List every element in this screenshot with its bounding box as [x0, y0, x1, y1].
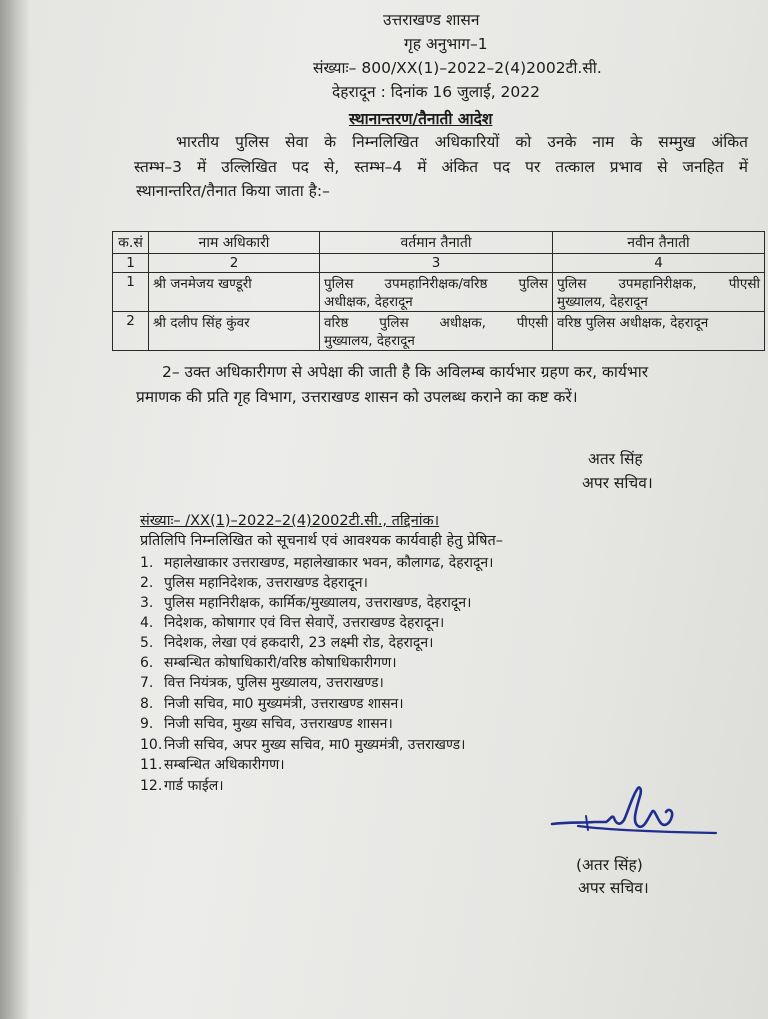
list-item: [140, 553, 494, 572]
list-item-text: महालेखाकार उत्तराखण्ड, महालेखाकार भवन, कौलागढ, देहरादून।: [164, 555, 494, 571]
current-posting-line: पुलिस उपमहानिरीक्षक/वरिष्ठ पुलिस: [324, 276, 548, 292]
list-item: [140, 573, 368, 592]
paragraph-line: प्रमाणक की प्रति गृह विभाग, उत्तराखण्ड शासन को उपलब्ध कराने का कष्ट करें।: [136, 388, 578, 406]
list-item-text: पुलिस महानिरीक्षक, कार्मिक/मुख्यालय, उत्तराखण्ड, देहरादून।: [164, 595, 472, 611]
list-item-number: 2.: [140, 575, 154, 591]
column-number-row: [113, 254, 765, 273]
current-posting-line: वरिष्ठ पुलिस अधीक्षक, पीएसी: [324, 315, 548, 331]
list-item-text: निदेशक, कोषागार एवं वित्त सेवाऐं, उत्तराखण्ड देहरादून।: [164, 615, 445, 631]
header-new-posting: नवीन तैनाती: [553, 232, 765, 254]
list-item-text: सम्बन्धित कोषाधिकारी/वरिष्ठ कोषाधिकारीगण।: [164, 655, 397, 671]
distribution-reference: संख्याः– /XX(1)–2022–2(4)2002टी.सी., तद्दिनांक।: [140, 513, 440, 529]
order-date: देहरादून : दिनांक 16 जुलाई, 2022: [332, 83, 541, 101]
distribution-block: [140, 511, 503, 551]
list-item-text: निजी सचिव, अपर मुख्य सचिव, मा0 मुख्यमंत्री, उत्तराखण्ड।: [164, 737, 466, 753]
paragraph-line: 2– उक्त अधिकारीगण से अपेक्षा की जाती है कि अविलम्ब कार्यभार ग्रहण कर, कार्यभार: [162, 363, 649, 381]
list-item-text: निजी सचिव, मा0 मुख्यमंत्री, उत्तराखण्ड शासन।: [164, 696, 404, 712]
current-posting: [320, 312, 553, 351]
header-sno: क.सं: [113, 232, 149, 254]
list-item-number: 4.: [140, 615, 154, 631]
paragraph-line: भारतीय पुलिस सेवा के निम्नलिखित अधिकारियों को उनके नाम के सम्मुख अंकित: [176, 133, 748, 151]
col-number: 4: [553, 254, 765, 273]
list-item: [140, 673, 384, 692]
list-item-number: 8.: [140, 696, 154, 712]
header-current-posting: वर्तमान तैनाती: [320, 232, 553, 254]
new-posting: [553, 312, 765, 351]
row-sno: 2: [113, 312, 149, 351]
officer-name: श्री जनमेजय खण्डूरी: [149, 273, 320, 312]
list-item: [140, 714, 393, 733]
signatory-name-bracketed: (अतर सिंह): [576, 856, 643, 874]
list-item-number: 5.: [140, 635, 154, 651]
new-posting-line: पुलिस उपमहानिरीक्षक, पीएसी: [557, 276, 760, 292]
list-item-number: 1.: [140, 555, 154, 571]
list-item: [140, 776, 224, 795]
list-item-number: 9.: [140, 716, 154, 732]
distribution-intro: प्रतिलिपि निम्नलिखित को सूचनार्थ एवं आवश्यक कार्यवाही हेतु प्रेषित–: [140, 533, 504, 549]
list-item: [140, 593, 471, 612]
list-item-number: 3.: [140, 595, 154, 611]
current-posting-line: अधीक्षक, देहरादून: [324, 294, 413, 310]
col-number: 2: [149, 254, 320, 273]
list-item-number: 12.: [140, 778, 163, 794]
current-posting: [320, 273, 553, 312]
list-item-number: 7.: [140, 675, 154, 691]
instruction-paragraph: [136, 360, 740, 410]
table-row: [113, 312, 765, 351]
list-item: [140, 653, 397, 672]
page-shadow: [0, 0, 30, 1019]
signatory-designation: अपर सचिव।: [582, 474, 653, 492]
list-item-number: 10.: [140, 737, 163, 753]
list-item: [140, 633, 433, 652]
new-posting-line: मुख्यालय, देहरादून: [557, 294, 648, 310]
col-number: 1: [113, 254, 149, 273]
list-item: [140, 613, 444, 632]
signatory-designation-2: अपर सचिव।: [578, 879, 649, 897]
signatory-name: अतर सिंह: [588, 450, 643, 468]
officer-name: श्री दलीप सिंह कुंवर: [149, 312, 320, 351]
handwritten-signature: [548, 782, 728, 852]
table-row: [113, 273, 765, 312]
paragraph-line: स्तम्भ–3 में उल्लिखित पद से, स्तम्भ–4 में अंकित पद पर तत्काल प्रभाव से जनहित में: [134, 157, 748, 176]
list-item: [140, 694, 404, 713]
list-item-text: गार्ड फाईल।: [164, 778, 224, 794]
list-item-number: 6.: [140, 655, 154, 671]
transfer-table: [112, 231, 765, 351]
new-posting-line: वरिष्ठ पुलिस अधीक्षक, देहरादून: [557, 315, 709, 331]
section-heading: गृह अनुभाग–1: [404, 35, 488, 53]
list-item: [140, 755, 285, 774]
col-number: 3: [320, 254, 553, 273]
list-item: [140, 735, 465, 754]
list-item-text: निदेशक, लेखा एवं हकदारी, 23 लक्ष्मी रोड, देहरादून।: [164, 635, 434, 651]
order-paragraph: [136, 130, 748, 204]
list-item-text: वित्त नियंत्रक, पुलिस मुख्यालय, उत्तराखण्ड।: [164, 675, 384, 691]
reference-number: संख्याः– 800/XX(1)–2022–2(4)2002टी.सी.: [313, 59, 602, 77]
list-item-number: 11.: [140, 757, 163, 773]
list-item-text: निजी सचिव, मुख्य सचिव, उत्तराखण्ड शासन।: [164, 716, 393, 732]
table-header-row: [113, 232, 765, 254]
new-posting: [553, 273, 765, 312]
header-name: नाम अधिकारी: [149, 232, 320, 254]
current-posting-line: मुख्यालय, देहरादून: [324, 333, 415, 349]
order-title: स्थानान्तरण/तैनाती आदेश: [349, 110, 493, 128]
row-sno: 1: [113, 273, 149, 312]
list-item-text: सम्बन्धित अधिकारीगण।: [164, 757, 285, 773]
list-item-text: पुलिस महानिदेशक, उत्तराखण्ड देहरादून।: [164, 575, 368, 591]
govt-heading: उत्तराखण्ड शासन: [383, 11, 480, 29]
paragraph-line: स्थानान्तरित/तैनात किया जाता है:–: [136, 182, 330, 200]
